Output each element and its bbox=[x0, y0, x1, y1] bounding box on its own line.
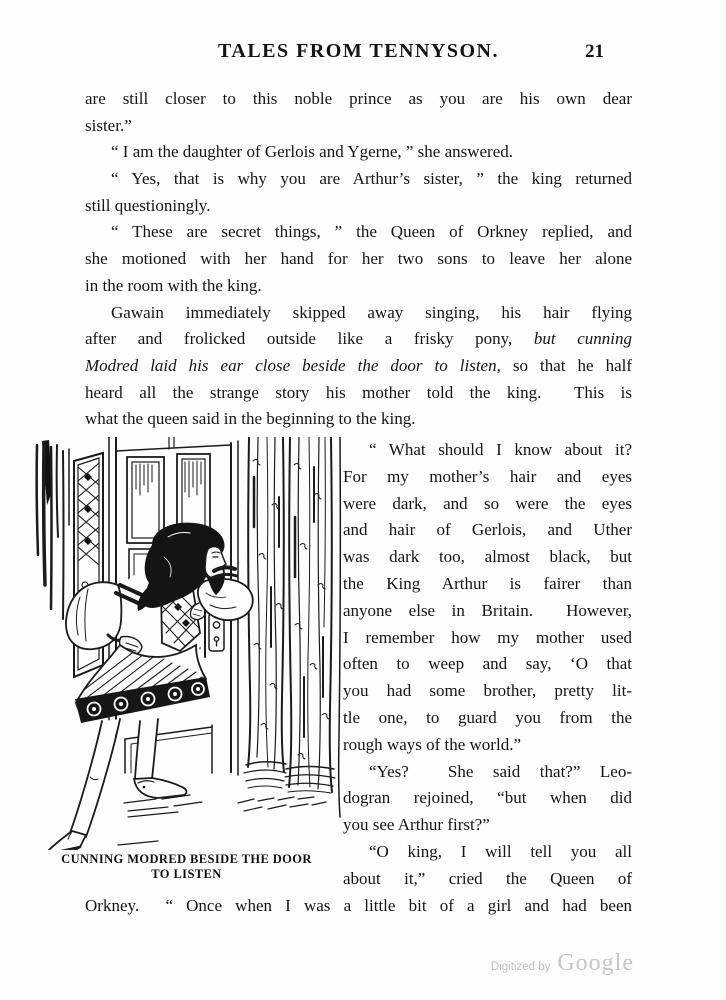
body-text-right-column bbox=[343, 437, 632, 893]
text-line: “O king, I will tell you all bbox=[369, 841, 632, 861]
text-line: For my mother’s hair and eyes bbox=[343, 466, 632, 486]
text-line: sister.” bbox=[85, 115, 132, 135]
text-line: “ These are secret things, ” the Queen of Orkney replied, and bbox=[111, 222, 632, 242]
caption-line-1: CUNNING MODRED BESIDE THE DOOR bbox=[61, 852, 312, 866]
text-line: are still closer to this noble prince as you are his own dear bbox=[85, 89, 632, 108]
text-line: you had some brother, pretty lit- bbox=[343, 681, 632, 701]
text-line: “Yes? She said that?” Leo- bbox=[369, 761, 632, 781]
body-text-bottom bbox=[85, 893, 632, 920]
text-line: Modred laid his ear close beside the door to listen, so that he half bbox=[85, 355, 632, 375]
text-line: and hair of Gerlois, and Uther bbox=[343, 520, 632, 540]
text-line: about it,” cried the Queen of bbox=[343, 868, 632, 888]
watermark-prefix: Digitized by bbox=[490, 961, 551, 973]
modred-illustration-drawing bbox=[28, 437, 345, 850]
text-line: was dark too, almost black, but bbox=[343, 547, 632, 567]
google-logo: Google bbox=[557, 950, 634, 976]
text-line: Gawain immediately skipped away singing, his hair flying bbox=[111, 302, 632, 322]
text-line: after and frolicked outside like a frisky pony, but cunning bbox=[85, 329, 632, 349]
page-number: 21 bbox=[585, 41, 604, 62]
text-line: rough ways of the world.” bbox=[343, 734, 521, 754]
modred-illustration bbox=[28, 437, 345, 850]
text-line: dogran rejoined, “but when did bbox=[343, 788, 632, 808]
text-line: were dark, and so were the eyes bbox=[343, 493, 632, 513]
text-line: anyone else in Britain. However, bbox=[343, 600, 632, 620]
text-line: tle one, to guard you from the bbox=[343, 707, 632, 727]
text-line: she motioned with her hand for her two sons to leave her alone bbox=[85, 249, 632, 269]
text-line: “ What should I know about it? bbox=[369, 440, 632, 459]
text-line: “ Yes, that is why you are Arthur’s sister, ” the king returned bbox=[111, 169, 632, 189]
text-line: you see Arthur first?” bbox=[343, 815, 490, 835]
watermark bbox=[420, 950, 634, 977]
illustration-caption bbox=[28, 852, 345, 882]
page-header-title: TALES FROM TENNYSON. bbox=[218, 40, 499, 62]
text-line: heard all the strange story his mother told the king. This is bbox=[85, 382, 632, 402]
text-line: what the queen said in the beginning to the king. bbox=[85, 409, 416, 429]
text-line: the King Arthur is fairer than bbox=[343, 573, 632, 593]
caption-line-2: TO LISTEN bbox=[151, 867, 222, 881]
body-text-top bbox=[85, 86, 632, 433]
text-line: still questioningly. bbox=[85, 195, 211, 215]
text-line: I remember how my mother used bbox=[343, 627, 632, 647]
text-line: in the room with the king. bbox=[85, 275, 262, 295]
text-line: often to weep and say, ‘O that bbox=[343, 654, 632, 674]
text-line: Orkney. “ Once when I was a little bit of a girl and had been bbox=[85, 896, 632, 915]
text-line: “ I am the daughter of Gerlois and Ygerne, ” she answered. bbox=[111, 142, 514, 162]
